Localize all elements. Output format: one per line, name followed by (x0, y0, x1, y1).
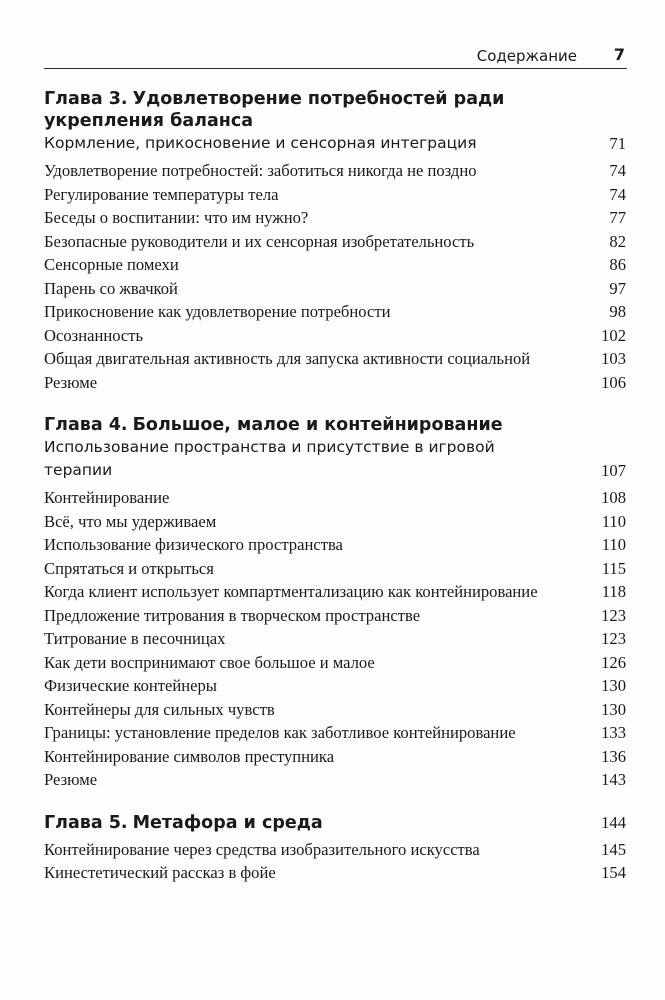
page-ref: 103 (601, 349, 626, 368)
page-ref: 136 (601, 746, 626, 766)
entry-text: Осознанность (44, 325, 144, 345)
chapter-title (44, 812, 626, 834)
entry-text: Прикосновение как удовлетворение потребности (44, 302, 391, 321)
toc-entry (44, 324, 626, 348)
page-ref: 102 (601, 325, 626, 345)
section-title: Содержание (476, 47, 577, 65)
chapter-label: Глава 5. (44, 812, 128, 833)
toc-entry (44, 159, 626, 183)
entry-text: Контейнеры для сильных чувств (44, 699, 275, 719)
chapter-subtitle (44, 132, 626, 155)
page-ref: 145 (601, 839, 626, 859)
toc-entry (44, 253, 626, 277)
chapter-4 (44, 414, 626, 792)
chapter-title (44, 88, 626, 132)
page-ref: 118 (601, 582, 626, 601)
page-ref: 74 (609, 184, 626, 204)
chapter-3 (44, 88, 626, 394)
entry-text: Титрование в песочницах (44, 629, 226, 648)
toc-entry (44, 533, 626, 557)
entry-text: Использование физического пространства (44, 535, 343, 554)
page-ref: 86 (609, 255, 626, 274)
entry-text: Беседы о воспитании: что им нужно? (44, 208, 309, 227)
page-ref: 110 (601, 511, 626, 531)
toc-entry (44, 768, 626, 792)
toc-entry (44, 510, 626, 534)
toc-entry (44, 206, 626, 230)
toc-entry (44, 861, 626, 885)
table-of-contents (44, 88, 626, 905)
page-ref: 130 (601, 699, 626, 719)
chapter-label: Глава 4. (44, 415, 128, 435)
toc-entry (44, 745, 626, 769)
entry-text: Резюме (44, 372, 98, 392)
chapter-subtitle-text: Использование пространства и присутствие в игровой терапии (44, 438, 495, 479)
toc-entry (44, 230, 626, 254)
page-ref: 123 (601, 605, 626, 625)
page-ref: 106 (601, 372, 626, 392)
toc-entry (44, 604, 626, 628)
entry-text: Как дети воспринимают свое большое и малое (44, 652, 375, 672)
toc-entry (44, 371, 626, 395)
toc-entry (44, 721, 626, 745)
entry-text: Общая двигательная активность для запуска активности социальной (44, 349, 531, 368)
toc-entry (44, 698, 626, 722)
page-ref: 71 (609, 134, 626, 153)
chapter-5 (44, 812, 626, 885)
chapter-title-text: Большое, малое и контейнирование (132, 415, 503, 435)
page-ref: 108 (601, 488, 626, 507)
page-ref: 107 (601, 461, 626, 480)
page-ref: 123 (601, 629, 626, 648)
chapter-title-text: Удовлетворение потребностей ради укрепления баланса (44, 89, 505, 131)
chapter-label: Глава 3. (44, 89, 128, 109)
toc-entry (44, 838, 626, 862)
toc-entry (44, 674, 626, 698)
page-ref: 110 (601, 535, 626, 554)
entry-text: Удовлетворение потребностей: заботиться никогда не поздно (44, 161, 477, 180)
entry-text: Сенсорные помехи (44, 255, 179, 274)
chapter-title-text: Метафора и среда (132, 812, 323, 833)
entry-text: Всё, что мы удерживаем (44, 511, 217, 531)
page-ref: 98 (609, 302, 626, 321)
entry-text: Кинестетический рассказ в фойе (44, 863, 276, 882)
chapter-title (44, 414, 626, 436)
page-ref: 74 (609, 161, 626, 180)
entry-text: Спрятаться и открыться (44, 558, 214, 578)
page-number: 7 (613, 45, 625, 64)
toc-entry (44, 300, 626, 324)
page-ref: 143 (601, 770, 626, 789)
page-ref: 97 (609, 278, 626, 298)
entry-text: Контейнирование (44, 488, 170, 507)
entry-text: Физические контейнеры (44, 676, 217, 695)
entry-text: Резюме (44, 770, 98, 789)
page-ref: 126 (601, 652, 626, 672)
toc-entry (44, 557, 626, 581)
entry-text: Безопасные руководители и их сенсорная изобретательность (44, 231, 475, 251)
page-ref: 130 (601, 676, 626, 695)
page-ref: 144 (601, 812, 626, 832)
toc-entry (44, 486, 626, 510)
entry-text: Когда клиент использует компартментализацию как контейнирование (44, 582, 538, 601)
toc-entry (44, 651, 626, 675)
entry-text: Парень со жвачкой (44, 278, 178, 298)
entry-text: Контейнирование через средства изобразительного искусства (44, 839, 480, 859)
running-header (44, 44, 627, 69)
page-ref: 115 (601, 558, 626, 578)
toc-entry (44, 183, 626, 207)
toc-entry (44, 580, 626, 604)
toc-entry (44, 627, 626, 651)
toc-entry (44, 347, 626, 371)
entry-text: Предложение титрования в творческом пространстве (44, 605, 421, 625)
page-ref: 77 (609, 208, 626, 227)
page-ref: 133 (601, 723, 626, 742)
toc-entry (44, 277, 626, 301)
page-ref: 154 (601, 863, 626, 882)
page-ref: 82 (609, 231, 626, 251)
entry-text: Регулирование температуры тела (44, 184, 279, 204)
chapter-subtitle-text: Кормление, прикосновение и сенсорная интеграция (44, 134, 477, 152)
entry-text: Контейнирование символов преступника (44, 746, 335, 766)
chapter-subtitle (44, 436, 626, 482)
entry-text: Границы: установление пределов как заботливое контейнирование (44, 723, 516, 742)
